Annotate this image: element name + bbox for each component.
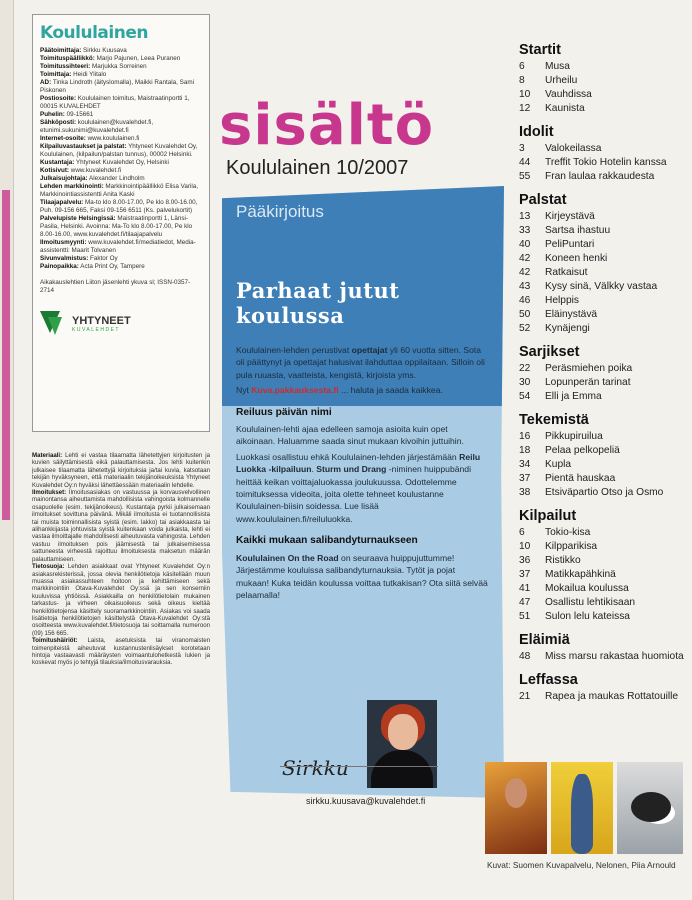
credit-line [40, 215, 202, 239]
toc-page-number: 6 [519, 527, 525, 538]
text-bold: Koululainen On the Road [236, 552, 339, 563]
toc-item-title: Koneen henki [545, 253, 608, 264]
toc-item-title: Kilpparikisa [545, 541, 598, 552]
toc-section-title: Tekemistä [519, 412, 589, 428]
toc-item [519, 472, 689, 486]
text-span: Luokkasi osallistuu ehkä Koululainen-lehden järjestämään [236, 451, 460, 462]
editor-email: sirkku.kuusava@kuvalehdet.fi [306, 796, 426, 806]
toc-item-title: Mokailua koulussa [545, 583, 629, 594]
text-bold: opettajat [351, 345, 388, 355]
toc-item-title: Eläinystävä [545, 309, 598, 320]
toc-item-title: Rapea ja maukas Rottatouille [545, 691, 679, 702]
toc-item [519, 430, 689, 444]
credit-line [40, 71, 202, 79]
fine-print-paragraph [32, 452, 210, 489]
credit-text: www.koululainen.fi [85, 135, 140, 142]
toc-page-number: 3 [519, 143, 525, 154]
editorial-headline: Parhaat jutut koulussa [236, 278, 400, 328]
toc-page-number: 41 [519, 583, 531, 594]
toc-page-number: 44 [519, 157, 531, 168]
fine-print [32, 452, 210, 870]
text-span: yli 60 vuotta sitten. Sota oli päättynyt ja opettajat halusivat ilahduttaa oppilaitaan. Silloin oli pula ruuasta, vaatteista, kengistä, kirjoista yms. [236, 345, 485, 380]
credit-label: Internet-osoite: [40, 135, 86, 142]
credit-label: Sivunvalmistus: [40, 255, 89, 262]
credit-text: Faktor Oy [88, 255, 118, 262]
text-span: Koululainen-lehden perustivat [236, 345, 352, 355]
toc-item [519, 170, 689, 184]
toc-item-title: Kirjeystävä [545, 211, 595, 222]
fine-print-text: Ilmoitusasiakas on vastuussa ja korvausvelvollinen mainontansa aiheuttamista mahdollisista vahingoista kolmannelle osapuolelle (esim. tekijänoikeus). Kustantaja pyrkii julkaisemaan ilmoitukset sovittuna päivänä. Mikäli ilmoitusta ei tuotannollisista tai muista toiminnallisista syistä (esim. lakko) tai asiakkaasta tai alihankkijasta johtuvista syistä kuitenkaan voida julkaista, lehti ei vastaa ilmoittajalle mahdollisesti aiheutuvasta vahingosta. Lehden vastuu ilmoituksen pois jäämisestä tai julkaisemisessa sattuneesta virheestä rajoittuu ilmoituksesta maksetun määrän palauttamiseen. [32, 489, 210, 563]
text-span: ... haluta ja saada kaikkea. [338, 385, 443, 396]
editorial-paragraph [236, 384, 488, 396]
toc-page-number: 13 [519, 211, 531, 222]
credit-text: Markkinointipäällikkö Elisa Varila, Markkinointiassistentti Anita Kaski [40, 183, 199, 198]
toc-item-title: Etsiväpartio Otso ja Osmo [545, 487, 664, 498]
table-of-contents [519, 42, 689, 704]
credit-label: Julkaisujohtaja: [40, 175, 88, 182]
editorial-paragraph: Koululainen-lehti ajaa edelleen samoja asioita kuin opet aikoinaan. Haluamme saada sinut mukaan kivoihin juttuihin. [236, 424, 464, 447]
text-span: -niminen huippubändi heittää keikan voittajaluokassa joulukuussa. Odottelemme toimituksessa videoita, joita olette tehneet koulustanne Koululainen-biisin soidessa. Lue lisää www.koululainen.fi/reiluluokka. [236, 464, 471, 524]
toc-item-title: Pientä hauskaa [545, 473, 616, 484]
toc-page-number: 12 [519, 103, 531, 114]
credit-line [40, 55, 202, 63]
credit-line [40, 79, 202, 95]
credit-label: Ilmoitusmyynti: [40, 239, 87, 246]
toc-item-title: PeliPuntari [545, 239, 595, 250]
toc-item [519, 294, 689, 308]
credit-label: Postiosoite: [40, 95, 77, 102]
toc-item-title: Sulon lelu kateissa [545, 611, 630, 622]
toc-item [519, 74, 689, 88]
credit-label: Painopaikka: [40, 263, 79, 270]
text-bold: Reilu Luokka -kilpailuun [236, 451, 481, 475]
toc-section-title: Startit [519, 42, 561, 58]
toc-item [519, 238, 689, 252]
credit-text: Acta Print Oy, Tampere [78, 263, 145, 270]
thumbnail-girl [551, 762, 613, 854]
toc-page-number: 38 [519, 487, 531, 498]
signature: Sirkku [282, 756, 349, 780]
credits-list [40, 47, 202, 271]
toc-item-title: Vauhdissa [545, 89, 592, 100]
toc-page-number: 55 [519, 171, 531, 182]
toc-item [519, 102, 689, 116]
toc-item-title: Elli ja Emma [545, 391, 602, 402]
toc-page-number: 34 [519, 459, 531, 470]
credit-label: Sähköposti: [40, 119, 77, 126]
toc-item-title: Osallistu lehtikisaan [545, 597, 636, 608]
toc-item [519, 210, 689, 224]
credit-line [40, 239, 202, 255]
credit-line [40, 135, 202, 143]
toc-page-number: 21 [519, 691, 531, 702]
text-span: . [311, 464, 317, 475]
credit-label: Kilpailuvastaukset ja palstat: [40, 143, 127, 150]
toc-page-number: 42 [519, 253, 531, 264]
toc-item-title: Pikkupiruilua [545, 431, 603, 442]
toc-page-number: 18 [519, 445, 531, 456]
toc-page-number: 46 [519, 295, 531, 306]
credit-text: www.kuvalehdet.fi/mediatiedot, Media-assistentti: Maarit Tolvanen [40, 239, 196, 254]
photo-strip [485, 762, 683, 854]
toc-page-number: 37 [519, 569, 531, 580]
editorial-subheading: Kaikki mukaan salibandyturnaukseen [236, 535, 418, 547]
editorial-paragraph [236, 344, 488, 381]
toc-item [519, 266, 689, 280]
fine-print-paragraph [32, 637, 210, 667]
credit-label: Tilaajapalvelu: [40, 199, 84, 206]
signature-line [280, 766, 438, 798]
thumbnail-guinea-pig [617, 762, 683, 854]
photo-face [388, 714, 418, 750]
toc-item [519, 568, 689, 582]
credit-text: Tinka Lindroth (äityslomalla), Maikki Rantala, Sami Piskonen [40, 79, 194, 94]
toc-page-number: 47 [519, 597, 531, 608]
toc-page-number: 37 [519, 473, 531, 484]
credit-text: koululainen@kuvalehdet.fi, etunimi.sukunimi@kuvalehdet.fi [40, 119, 154, 134]
association-note: Aikakauslehtien Liiton jäsenlehti ykuva sl; ISSN-0357-2714 [40, 279, 191, 294]
fine-print-paragraph [32, 489, 210, 563]
toc-item-title: Matikkapähkinä [545, 569, 616, 580]
credit-label: Päätoimittaja: [40, 47, 82, 54]
toc-item [519, 60, 689, 74]
toc-item-title: Valokeilassa [545, 143, 602, 154]
toc-item-title: Tokio-kisa [545, 527, 591, 538]
toc-item [519, 526, 689, 540]
credit-text: Koululainen toimitus, Maistraatinportti 1, 00015 KUVALEHDET [40, 95, 190, 110]
toc-item-title: Helppis [545, 295, 579, 306]
toc-item [519, 362, 689, 376]
fine-print-label: Materiaali: [32, 452, 63, 459]
page-edge [0, 0, 14, 900]
toc-item [519, 390, 689, 404]
toc-page-number: 51 [519, 611, 531, 622]
credit-text: Yhtyneet Kuvalehdet Oy, Helsinki [74, 159, 169, 166]
credit-label: Palvelupiste Helsingissä: [40, 215, 116, 222]
toc-page-number: 40 [519, 239, 531, 250]
credit-line [40, 111, 202, 119]
fine-print-label: Tietosuoja: [32, 563, 65, 571]
credit-text: Alexander Lindholm [87, 175, 145, 182]
credit-text: Sirkku Kuusava [81, 47, 127, 54]
text-span: on seuraava huippujuttumme! Järjestämme kouluissa salibandyturnauksia. Tytöt ja pojat mukaan! Kuka teidän koulussa voittaa tutkakisan? Ota siitä selvää pelaamalla! [236, 552, 488, 600]
toc-item-title: Treffit Tokio Hotelin kanssa [545, 157, 667, 168]
editorial-paragraph [236, 552, 488, 602]
toc-item-title: Ristikko [545, 555, 581, 566]
toc-page-number: 22 [519, 363, 531, 374]
credit-text: Yhtyneet Kuvalehdet Oy, Koululainen, (kilpailun/palstan tunnus), 00002 Helsinki. [40, 143, 198, 158]
page-edge-stripe [2, 190, 10, 520]
toc-item-title: Kynäjengi [545, 323, 590, 334]
toc-page-number: 16 [519, 431, 531, 442]
credit-line [40, 263, 202, 271]
credit-line [40, 255, 202, 263]
toc-page-number: 33 [519, 225, 531, 236]
toc-page-number: 50 [519, 309, 531, 320]
fine-print-text: Lehti ei vastaa tilaamatta lähetettyjen kirjoitusten ja kuvien säilyttämisestä eikä palauttamisesta. Jos lehti kuitenkin julkaisee tilaamatta lähetettyjä kirjoituksia ja/tai kuvia, katsotaan tekijän hyväksyneen, että materiaalin tekijänoikeuksista Yhtyneet Kuvalehdet Oy:n hyväksi lähettäessään materiaalin lehdelle. [32, 452, 210, 489]
toc-item-title: Miss marsu rakastaa huomiota [545, 651, 684, 662]
editorial-body [236, 344, 488, 604]
toc-item [519, 224, 689, 238]
toc-item [519, 444, 689, 458]
toc-page-number: 42 [519, 267, 531, 278]
yhtyneet-icon [40, 309, 66, 339]
toc-item-title: Kysy sinä, Välkky vastaa [545, 281, 658, 292]
toc-item [519, 582, 689, 596]
credit-line [40, 199, 202, 215]
credit-text: Marjukka Sorreinen [90, 63, 147, 70]
toc-page-number: 52 [519, 323, 531, 334]
toc-item [519, 252, 689, 266]
toc-item [519, 308, 689, 322]
toc-item [519, 458, 689, 472]
credit-line [40, 143, 202, 159]
credit-text: Marjo Pajunen, Leea Puranen [94, 55, 181, 62]
fine-print-label: Ilmoitukset: [32, 489, 67, 497]
toc-item [519, 88, 689, 102]
toc-page-number: 8 [519, 75, 525, 86]
toc-item [519, 322, 689, 336]
toc-item [519, 554, 689, 568]
credit-label: AD: [40, 79, 52, 86]
toc-item-title: Musa [545, 61, 570, 72]
toc-item-title: Ratkaisut [545, 267, 588, 278]
credit-line [40, 119, 202, 135]
toc-item [519, 486, 689, 500]
issue-label: Koululainen 10/2007 [226, 157, 409, 179]
toc-page-number: 10 [519, 541, 531, 552]
text-span: Nyt [236, 385, 252, 396]
credit-label: Toimitussihteeri: [40, 63, 91, 70]
credits-box [32, 14, 210, 432]
credit-label: Kustantaja: [40, 159, 75, 166]
photo-credit: Kuvat: Suomen Kuvapalvelu, Nelonen, Piia Arnould [487, 860, 676, 870]
toc-item [519, 156, 689, 170]
text-bold: Sturm und Drang [316, 464, 387, 475]
yhtyneet-name: YHTYNEET [72, 315, 131, 327]
toc-page-number: 6 [519, 61, 525, 72]
toc-item [519, 280, 689, 294]
credit-label: Lehden markkinointi: [40, 183, 104, 190]
toc-page-number: 30 [519, 377, 531, 388]
fine-print-text: Lehden asiakkaat ovat Yhtyneet Kuvalehdet Oy:n asiakasrekisterissä, jossa olevia henkilötietoja käsitellään muun muassa asiakassuhteen hoitoon ja kehittämiseen sekä markkinointiin Otava-Kuvalehdet Oy:ssä ja sen konserniin kuuluvissa yhtiöissä. Asiakkailla on henkilötietolain mukainen tarkastus- ja virheen oikaisuoikeus sekä oikeus kieltää henkilötietojensa käsittely suoramarkkinointiin. Asiakas voi saada lisätietoja henkilötietojen käsittelystä Otava-Kuvalehdet Oy:stä osoitteesta www.kuvalehdet.fi/tietosuoja tai soittamalla numeroon (09) 156 665. [32, 563, 210, 637]
credit-label: Puhelin: [40, 111, 65, 118]
page-title: sisältö [219, 93, 435, 158]
fine-print-paragraph [32, 563, 210, 637]
toc-item [519, 596, 689, 610]
toc-item-title: Fran laulaa rakkaudesta [545, 171, 655, 182]
toc-page-number: 48 [519, 651, 531, 662]
credit-text: Maistraatinportti 1, Länsi-Pasila, Helsinki. Avoinna: Ma-To klo 8.00-17.00, Pe klo 8.00-16.00, www.kuvalehdet.fi/tilaajapalvelu [40, 215, 193, 238]
toc-item-title: Pelaa pelkopeliä [545, 445, 620, 456]
credit-label: Toimittaja: [40, 71, 72, 78]
toc-item-title: Kupla [545, 459, 572, 470]
toc-item-title: Lopunperän tarinat [545, 377, 631, 388]
toc-section-title: Palstat [519, 192, 567, 208]
yhtyneet-sub: KUVALEHDET [72, 327, 120, 333]
editorial-paragraph [236, 451, 488, 525]
fine-print-text: Laista, asetuksista tai viranomaisten toimenpiteistä aiheutuvat kustannustenlisäykset korotetaan hintoja vastaavasti määräysten voimaantulohetkestä lukien ja koskevat myös jo tehtyjä tilauksia/ilmoitusvarauksia. [32, 637, 210, 667]
toc-item-title: Kaunista [545, 103, 585, 114]
toc-item-title: Peräsmiehen poika [545, 363, 633, 374]
toc-item [519, 376, 689, 390]
toc-item [519, 142, 689, 156]
credit-text: 09-15661 [64, 111, 94, 118]
toc-item [519, 650, 689, 664]
toc-item [519, 690, 689, 704]
toc-page-number: 10 [519, 89, 531, 100]
fine-print-label: Toimitushäiriöt: [32, 637, 78, 645]
toc-section-title: Sarjikset [519, 344, 580, 360]
credit-text: Ma-to klo 8.00-17.00, Pe klo 8.00-16.00, Puh. 09-156 665, Faksi 09-156 6511 (Ks. palvelukortit) [40, 199, 198, 214]
brand-logo: Koululainen [40, 23, 148, 43]
credit-text: Heidi Ylitalo [71, 71, 107, 78]
credit-label: Toimituspäällikkö: [40, 55, 95, 62]
credit-line [40, 175, 202, 183]
toc-section-title: Leffassa [519, 672, 578, 688]
toc-item [519, 540, 689, 554]
toc-item-title: Urheilu [545, 75, 578, 86]
toc-section-title: Kilpailut [519, 508, 577, 524]
toc-section-title: Eläimiä [519, 632, 570, 648]
yhtyneet-logo [40, 309, 202, 339]
credit-line [40, 167, 202, 175]
credit-line [40, 63, 202, 71]
toc-page-number: 43 [519, 281, 531, 292]
thumbnail-singer [485, 762, 547, 854]
watermark-text: Kuva.pakkauksesta.fi [251, 385, 339, 396]
toc-item [519, 610, 689, 624]
toc-page-number: 36 [519, 555, 531, 566]
credit-line [40, 95, 202, 111]
credit-line [40, 159, 202, 167]
editorial-subheading: Reiluus päivän nimi [236, 406, 332, 418]
credit-line [40, 183, 202, 199]
section-label: Pääkirjoitus [236, 202, 324, 221]
credit-text: www.kuvalehdet.fi [69, 167, 122, 174]
toc-item-title: Sartsa ihastuu [545, 225, 611, 236]
toc-page-number: 54 [519, 391, 531, 402]
credit-label: Kotisivut: [40, 167, 70, 174]
credit-line [40, 47, 202, 55]
toc-section-title: Idolit [519, 124, 554, 140]
